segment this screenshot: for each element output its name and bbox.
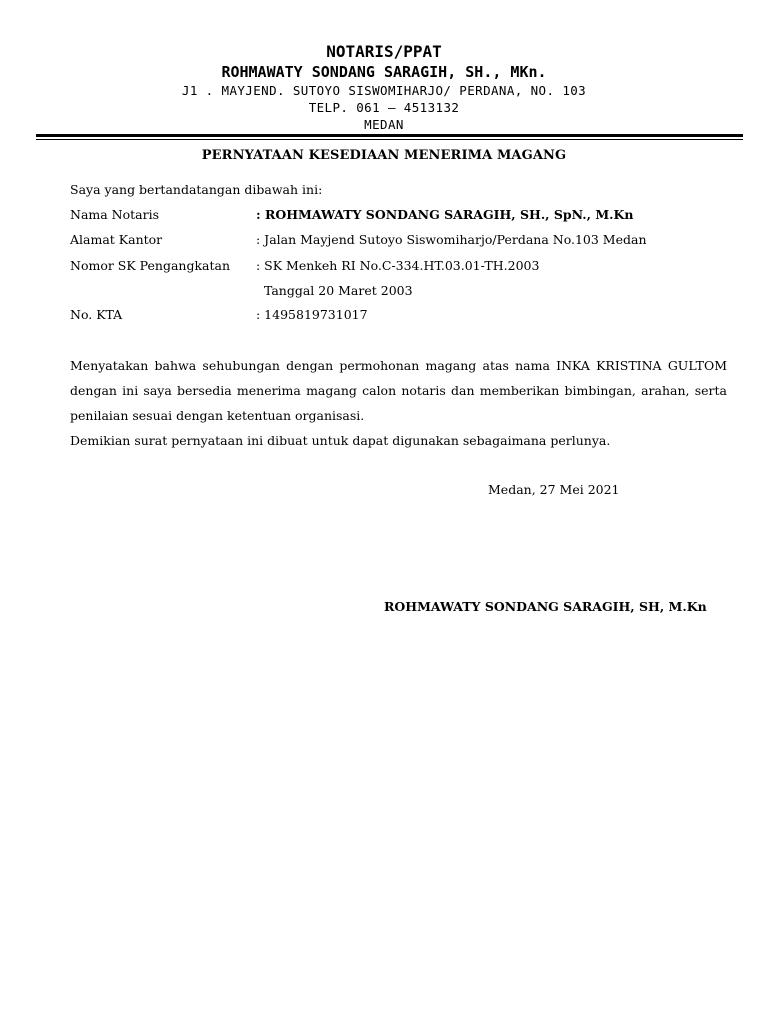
field-value: : Jalan Mayjend Sutoyo Siswomiharjo/Perdana No.103 Medan xyxy=(256,232,647,247)
field-row-notary-name xyxy=(70,207,730,225)
letterhead-divider-thin xyxy=(36,139,743,140)
letterhead-address: J1 . MAYJEND. SUTOYO SISWOMIHARJO/ PERDANA, NO. 103 xyxy=(181,83,587,98)
letterhead-title: NOTARIS/PPAT xyxy=(326,42,442,61)
field-label: No. KTA xyxy=(70,307,123,322)
field-row-kta-number xyxy=(70,307,730,325)
letterhead-city: MEDAN xyxy=(364,117,404,132)
field-label: Alamat Kantor xyxy=(70,232,163,247)
field-row-sk-date xyxy=(70,283,730,301)
signatory-name: ROHMAWATY SONDANG SARAGIH, SH, M.Kn xyxy=(384,599,707,614)
field-label: Nomor SK Pengangkatan xyxy=(70,258,231,273)
field-value: : 1495819731017 xyxy=(256,307,368,322)
letterhead-divider-thick xyxy=(36,134,743,137)
letterhead-name: ROHMAWATY SONDANG SARAGIH, SH., MKn. xyxy=(221,63,547,81)
field-label: Nama Notaris xyxy=(70,207,159,222)
field-value: : SK Menkeh RI No.C-334.HT.03.01-TH.2003 xyxy=(256,258,540,273)
document-title: PERNYATAAN KESEDIAAN MENERIMA MAGANG xyxy=(201,148,567,163)
closing-text: Demikian surat pernyataan ini dibuat untuk dapat digunakan sebagaimana perlunya. xyxy=(70,433,611,448)
letterhead-phone: TELP. 061 – 4513132 xyxy=(308,100,460,115)
field-row-office-address xyxy=(70,232,730,250)
field-row-sk-number xyxy=(70,258,730,276)
letterhead xyxy=(0,42,768,133)
field-value-text: : ROHMAWATY SONDANG SARAGIH, SH., SpN., M.Kn xyxy=(256,207,634,222)
statement-paragraph: Menyatakan bahwa sehubungan dengan permohonan magang atas nama INKA KRISTINA GULTOM dengan ini saya bersedia menerima magang calon notaris dan memberikan bimbingan, arahan, serta penilaian sesuai dengan ketentuan organisasi. xyxy=(70,358,727,423)
intro-text: Saya yang bertandatangan dibawah ini: xyxy=(70,182,323,197)
field-value: Tanggal 20 Maret 2003 xyxy=(256,283,413,298)
place-date: Medan, 27 Mei 2021 xyxy=(488,482,620,497)
field-value xyxy=(256,207,633,223)
